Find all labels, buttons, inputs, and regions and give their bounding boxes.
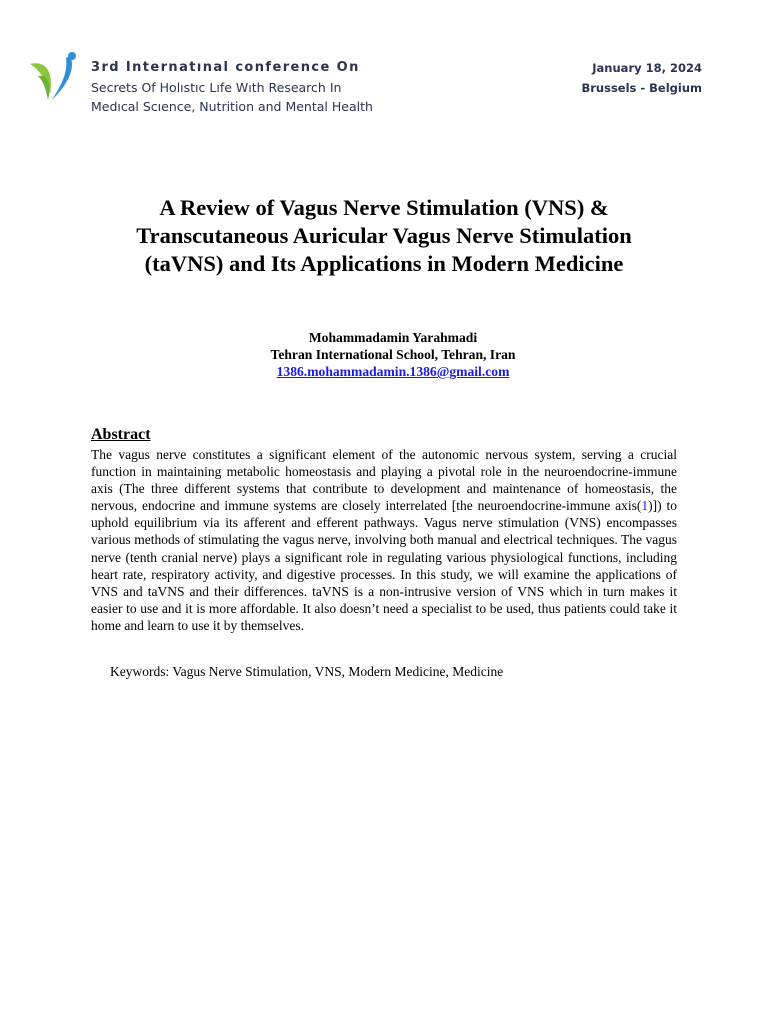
abstract-heading: Abstract (91, 426, 151, 443)
paper-title-line: (taVNS) and Its Applications in Modern Medicine (144, 251, 624, 276)
conference-title-line3: Medıcal Scıence, Nutrition and Mental Health (91, 99, 373, 114)
keywords: Keywords: Vagus Nerve Stimulation, VNS, Modern Medicine, Medicine (110, 664, 504, 679)
conference-title-line1: 3rd Internatınal conference On (91, 60, 360, 75)
conference-header (0, 0, 768, 140)
abstract-text-part2: )]) to uphold equilibrium via its afferent and efferent pathways. Vagus nerve stimulation (VNS) encompasses various methods of stimulating the vagus nerve, involving both manual and electrical techniques. The vagus nerve (tenth cranial nerve) plays a significant role in regulating various physiological functions, including heart rate, respiratory activity, and digestive processes. In this study, we will examine the applications of VNS and taVNS and their differences. taVNS is a non-intrusive version of VNS which in turn makes it easier to use and it is more affordable. It also doesn’t need a specialist to be used, thus patients could take it home and learn to use it by themselves. (91, 498, 677, 633)
conference-title (91, 58, 373, 116)
reference-link[interactable]: 1 (641, 498, 649, 514)
paper-title (40, 194, 728, 278)
author-affiliation: Tehran International School, Tehran, Iran (270, 347, 516, 362)
paper-title-line: A Review of Vagus Nerve Stimulation (VNS) & (159, 195, 609, 220)
abstract-text (91, 446, 677, 634)
author-block (40, 329, 746, 380)
paper-title-line: Transcutaneous Auricular Vagus Nerve Stimulation (136, 223, 632, 248)
conference-meta (581, 58, 702, 98)
abstract-text-part1: The vagus nerve constitutes a significant element of the autonomic nervous system, serving a crucial function in maintaining metabolic homeostasis and playing a pivotal role in the neuroendocrine-immune axis (The three different systems that contribute to development and maintenance of homeostasis, the nervous, endocrine and immune systems are closely interrelated [the neuroendocrine-immune axis( (91, 447, 677, 514)
author-name: Mohammadamin Yarahmadi (308, 330, 478, 345)
conference-title-line2: Secrets Of Holıstıc Lıfe Wıth Research In (91, 80, 342, 95)
conference-date: January 18, 2024 (592, 61, 702, 75)
leaf-swoosh-logo-icon (24, 50, 80, 106)
conference-location: Brussels - Belgium (581, 81, 702, 95)
author-email-link[interactable]: 1386.mohammadamin.1386@gmail.com (276, 364, 510, 379)
